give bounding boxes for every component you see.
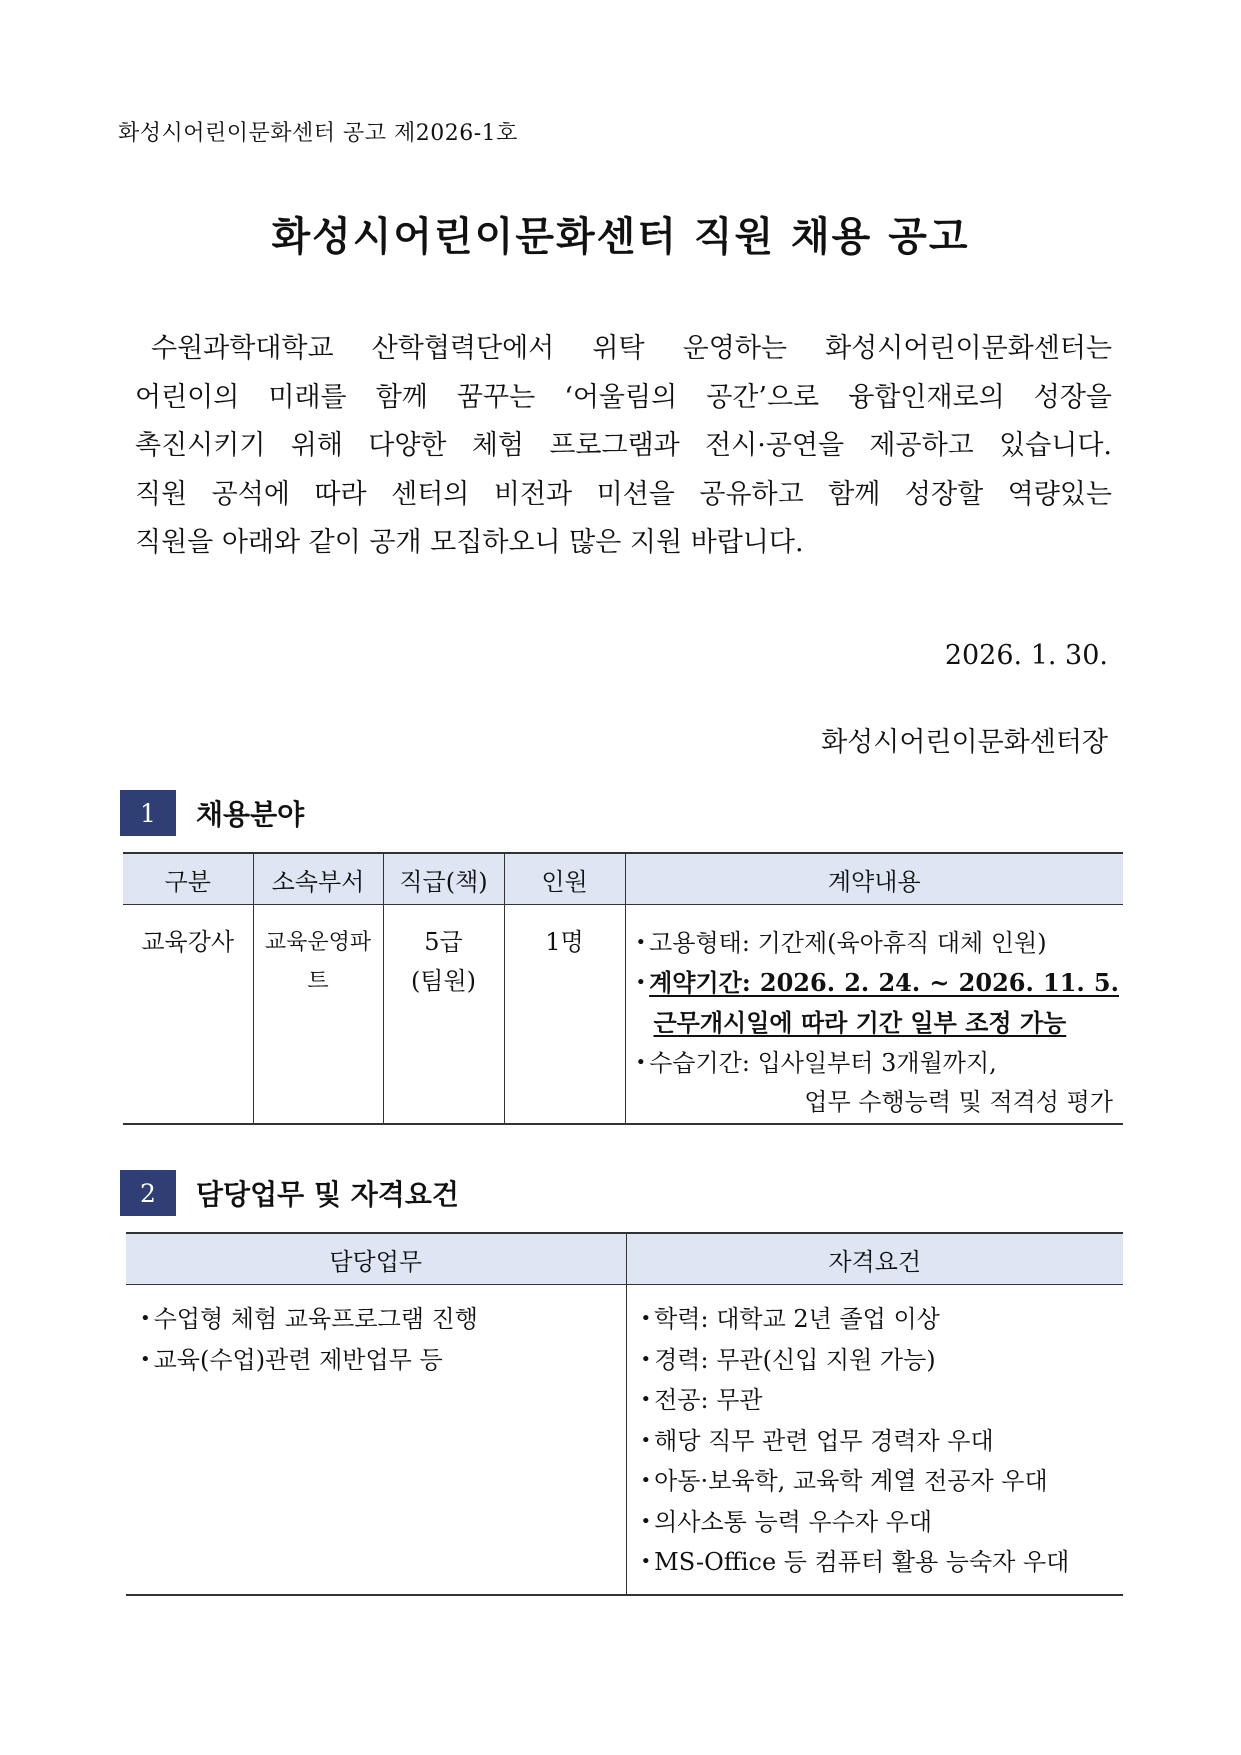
list-item: • 전공: 무관 [640,1386,763,1414]
recruitment-field-table [123,852,1123,1125]
list-item: • 수업형 체험 교육프로그램 진행 [140,1305,478,1333]
list-item: • 의사소통 능력 우수자 우대 [640,1507,933,1536]
cell-grade [383,905,504,1125]
bullet-icon: • [635,932,647,953]
grade-line: (팀원) [410,967,477,995]
cell-duties [126,1285,626,1595]
grade-line: 5급 [424,928,463,956]
contract-item-note: 근무개시일에 따라 기간 일부 조정 가능 [653,1008,1067,1037]
table-row [126,1285,1123,1595]
cell-department: 교육운영파트 [253,905,383,1125]
duties-qualifications-table [126,1232,1123,1596]
column-header: 자격요건 [626,1233,1123,1285]
cell-contract [625,905,1123,1125]
contract-item-note: 업무 수행능력 및 적격성 평가 [804,1088,1113,1116]
bullet-icon: • [640,1308,652,1329]
column-header: 담당업무 [126,1233,626,1285]
column-header: 직급(책) [383,853,504,905]
bullet-icon: • [640,1551,652,1572]
intro-line: 직원 공석에 따라 센터의 비전과 미션을 공유하고 함께 성장할 역량있는 [135,478,1112,510]
contract-item: • 수습기간: 입사일부터 3개월까지, [635,1049,997,1077]
section-title: 담당업무 및 자격요건 [196,1178,459,1211]
contract-item: • 계약기간: 2026. 2. 24. ~ 2026. 11. 5. [635,968,1119,997]
notice-date: 2026. 1. 30. [944,640,1108,671]
bullet-icon: • [635,972,647,993]
list-item: • 학력: 대학교 2년 졸업 이상 [640,1305,940,1333]
bullet-icon: • [640,1510,652,1532]
contract-item: • 고용형태: 기간제(육아휴직 대체 인원) [635,929,1047,957]
cell-count: 1명 [504,905,625,1125]
bullet-icon: • [140,1308,151,1329]
cell-category: 교육강사 [123,905,253,1125]
column-header: 소속부서 [253,853,383,905]
section-1-header [120,790,304,836]
bullet-icon: • [635,1052,647,1073]
bullet-icon: • [140,1348,151,1370]
section-2-header [120,1170,459,1216]
list-item: • 아동·보육학, 교육학 계열 전공자 우대 [640,1467,1048,1495]
signer: 화성시어린이문화센터장 [821,727,1108,758]
list-item: • MS-Office 등 컴퓨터 활용 능숙자 우대 [640,1548,1070,1576]
column-header: 구분 [123,853,253,905]
section-title: 채용분야 [196,798,305,831]
bullet-icon: • [640,1429,652,1451]
list-item: • 경력: 무관(신입 지원 가능) [640,1345,936,1374]
intro-line: 직원을 아래와 같이 공개 모집하오니 많은 지원 바랍니다. [135,527,804,558]
column-header: 인원 [504,853,625,905]
column-header: 계약내용 [625,853,1123,905]
bullet-icon: • [640,1470,652,1491]
notice-number: 화성시어린이문화센터 공고 제2026-1호 [118,121,518,146]
table-header-row [126,1233,1123,1285]
intro-line: 수원과학대학교 산학협력단에서 위탁 운영하는 화성시어린이문화센터는 [151,333,1112,364]
page-title: 화성시어린이문화센터 직원 채용 공고 [271,214,970,260]
table-row [123,905,1123,1125]
intro-line: 어린이의 미래를 함께 꿈꾸는 ‘어울림의 공간’으로 융합인재로의 성장을 [135,381,1112,413]
list-item: • 교육(수업)관련 제반업무 등 [140,1345,443,1374]
section-number-badge: 2 [120,1170,176,1216]
intro-paragraph [135,325,1112,568]
cell-qualifications [626,1285,1123,1595]
intro-line: 촉진시키기 위해 다양한 체험 프로그램과 전시·공연을 제공하고 있습니다. [135,430,1112,461]
bullet-icon: • [640,1389,652,1410]
bullet-icon: • [640,1348,652,1370]
table-header-row [123,853,1123,905]
section-number-badge: 1 [120,790,176,836]
list-item: • 해당 직무 관련 업무 경력자 우대 [640,1426,994,1455]
